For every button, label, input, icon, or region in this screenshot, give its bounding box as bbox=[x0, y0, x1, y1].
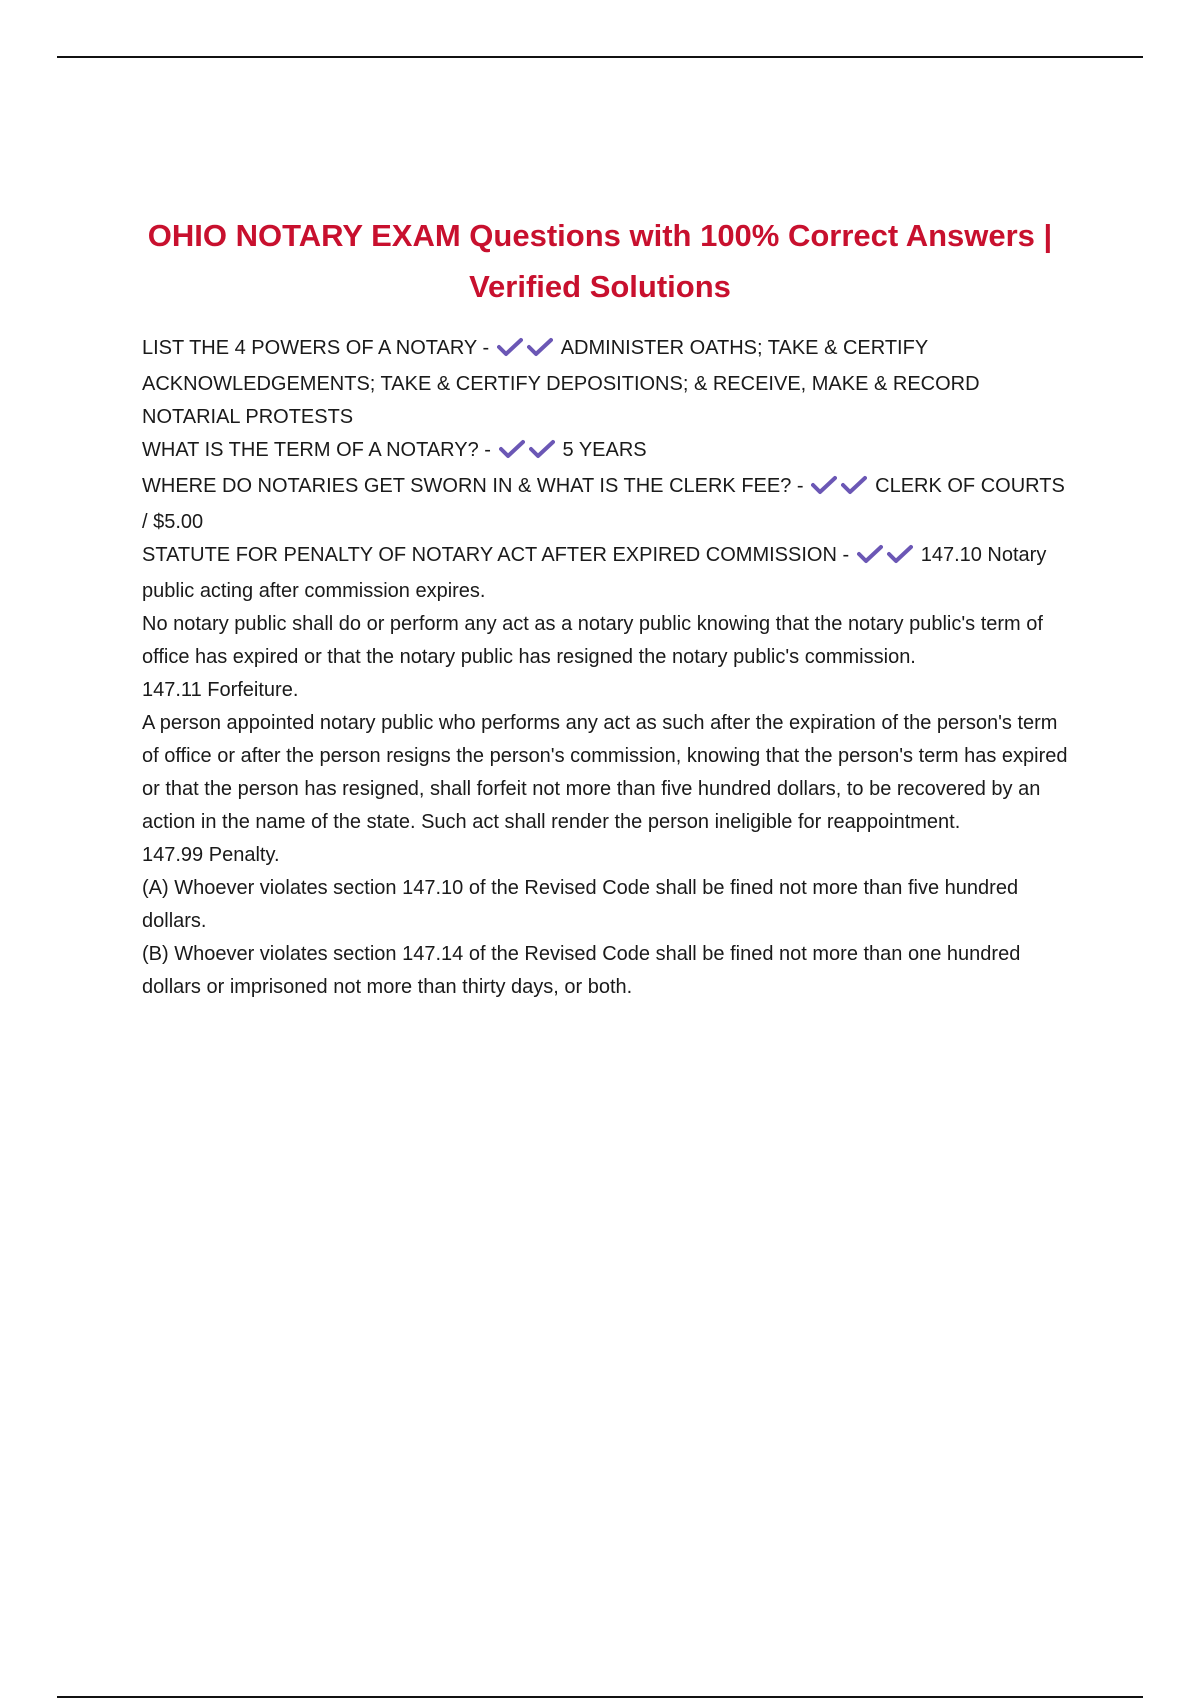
bottom-rule bbox=[57, 1696, 1143, 1698]
qa-item-statute bbox=[142, 539, 1072, 608]
statute-heading: 147.99 Penalty. bbox=[142, 844, 280, 866]
question-text: LIST THE 4 POWERS OF A NOTARY - bbox=[142, 337, 490, 359]
statute-paragraph: (A) Whoever violates section 147.10 of the Revised Code shall be fined not more than five hundred dollars. bbox=[142, 877, 1019, 932]
qa-item-sworn-in bbox=[142, 470, 1072, 539]
answer-text: CLERK OF COURTS / $5.00 bbox=[142, 475, 1065, 533]
question-text: STATUTE FOR PENALTY OF NOTARY ACT AFTER EXPIRED COMMISSION - bbox=[142, 544, 850, 566]
double-check-icon bbox=[497, 335, 557, 368]
question-text: WHAT IS THE TERM OF A NOTARY? - bbox=[142, 439, 491, 461]
answer-text: 147.10 Notary public acting after commission expires. bbox=[142, 544, 1047, 602]
question-text: WHERE DO NOTARIES GET SWORN IN & WHAT IS THE CLERK FEE? - bbox=[142, 475, 804, 497]
document-title: OHIO NOTARY EXAM Questions with 100% Correct Answers | Verified Solutions bbox=[147, 218, 1053, 304]
document-body bbox=[142, 332, 1072, 1004]
statute-paragraph: (B) Whoever violates section 147.14 of the Revised Code shall be fined not more than one hundred dollars or imprisoned not more than thirty days, or both. bbox=[142, 943, 1021, 998]
qa-item-term bbox=[142, 434, 1072, 470]
qa-item-powers bbox=[142, 332, 1072, 434]
answer-text: ADMINISTER OATHS; TAKE & CERTIFY ACKNOWLEDGEMENTS; TAKE & CERTIFY DEPOSITIONS; & RECEIVE, MAKE & RECORD NOTARIAL PROTESTS bbox=[142, 337, 980, 428]
double-check-icon bbox=[857, 542, 917, 575]
statute-paragraph: A person appointed notary public who performs any act as such after the expiration of the person's term of office or after the person resigns the person's commission, knowing that the person's term has expired or that the person has resigned, shall forfeit not more than five hundred dollars, to be recovered by an action in the name of the state. Such act shall render the person ineligible for reappointment. bbox=[142, 712, 1068, 833]
double-check-icon bbox=[499, 437, 559, 470]
double-check-icon bbox=[811, 473, 871, 506]
answer-text: 5 YEARS bbox=[562, 439, 647, 461]
top-rule bbox=[57, 56, 1143, 58]
statute-heading: 147.11 Forfeiture. bbox=[142, 679, 299, 701]
statute-paragraph: No notary public shall do or perform any act as a notary public knowing that the notary public's term of office has expired or that the notary public has resigned the notary public's commission. bbox=[142, 613, 1043, 668]
